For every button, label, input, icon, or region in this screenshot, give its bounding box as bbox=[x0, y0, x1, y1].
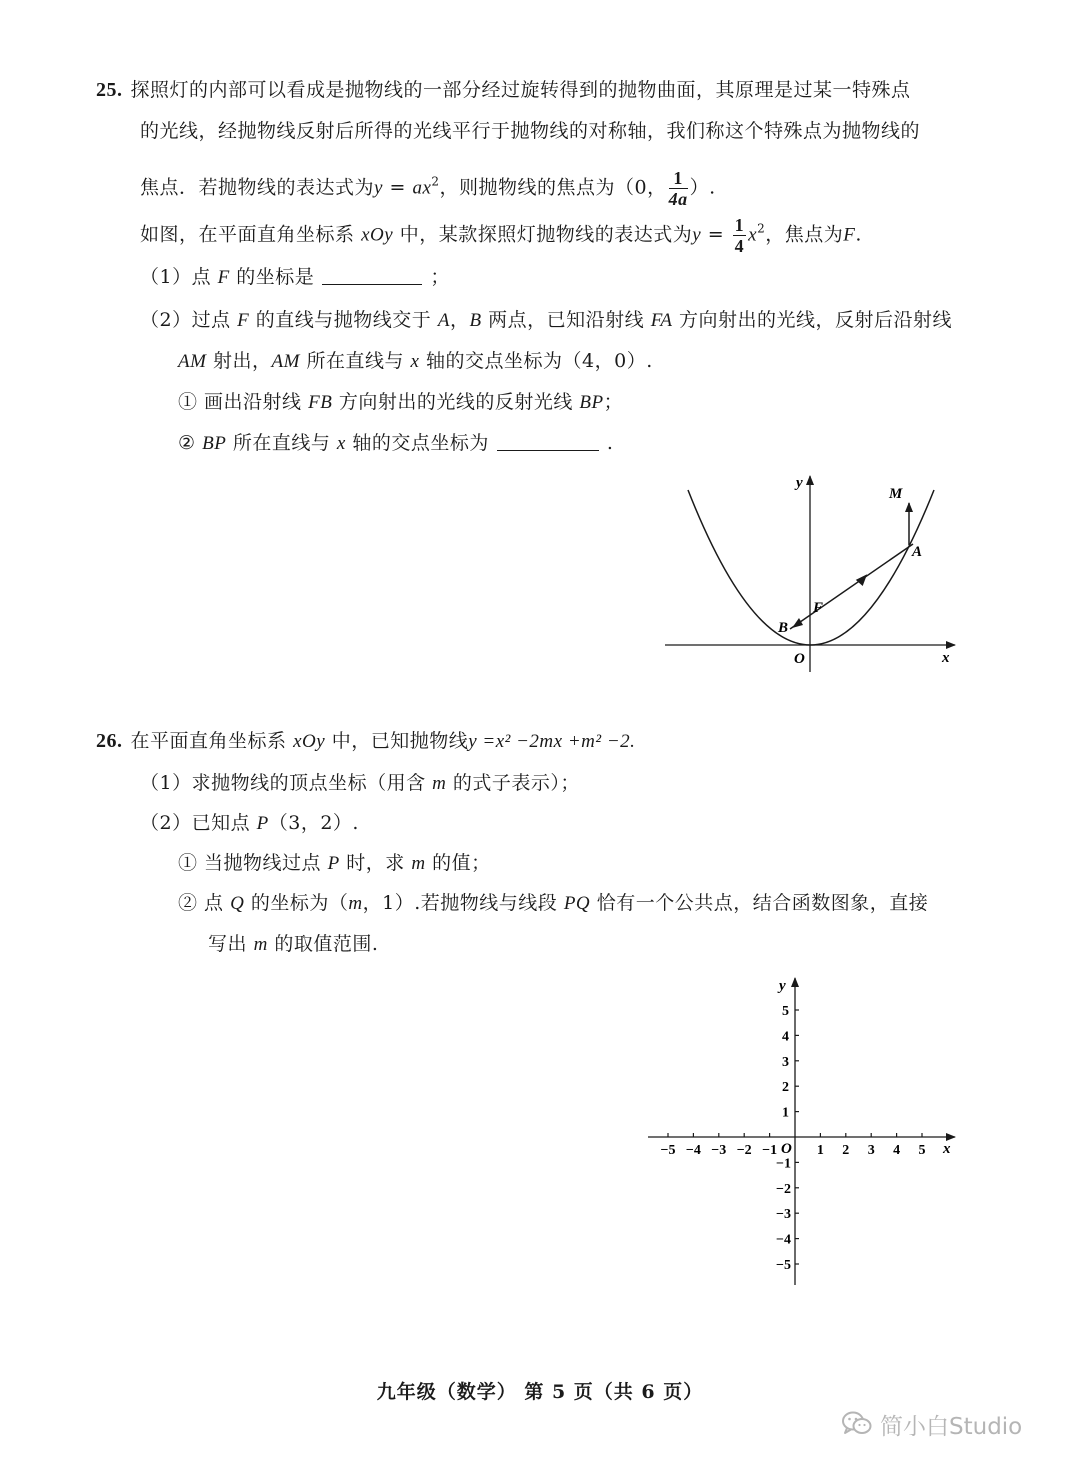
q26-part1-text: （1）求抛物线的顶点坐标（用含 bbox=[140, 772, 426, 794]
q25-line4-end: . bbox=[855, 223, 862, 246]
q25-part1-end: ； bbox=[430, 266, 450, 288]
q25-part1-F: F bbox=[217, 267, 230, 288]
q26-stem-a: 在平面直角坐标系 bbox=[130, 730, 287, 752]
y-tick-label: 4 bbox=[782, 1029, 789, 1045]
q25-sub2-text-a: ② bbox=[178, 432, 196, 454]
q25-sub2 bbox=[178, 430, 613, 457]
q25-line4-eq: = bbox=[701, 223, 731, 246]
q26-sub1-text-b: 时，求 bbox=[346, 852, 405, 874]
q26-part1 bbox=[140, 770, 580, 797]
q25-part2-line2-text-b: 所在直线与 bbox=[306, 350, 404, 372]
q26-sub2-text-a: ② 点 bbox=[178, 892, 224, 914]
q25-label-O: O bbox=[794, 651, 805, 667]
q25-part2-line2-x: x bbox=[410, 351, 420, 372]
q25-line4-y: y bbox=[692, 224, 702, 246]
q26-tick-group bbox=[661, 1004, 926, 1273]
q26-number: 26. bbox=[96, 730, 123, 752]
y-tick-label: 2 bbox=[782, 1080, 789, 1096]
x-tick-label: 4 bbox=[893, 1143, 901, 1158]
q26-sub2-text-b: 的坐标为（ bbox=[250, 892, 349, 914]
q25-sub1-BP: BP bbox=[579, 392, 604, 413]
q25-stem-line2: 的光线，经抛物线反射后所得的光线平行于抛物线的对称轴，我们称这个特殊点为抛物线的 bbox=[140, 120, 921, 142]
x-tick-label: 3 bbox=[867, 1143, 875, 1158]
q26-sub2-line2 bbox=[208, 931, 378, 958]
q25-part2-line1 bbox=[140, 307, 952, 334]
q25-part2-text-c: ， bbox=[449, 309, 470, 331]
y-tick-label: −2 bbox=[776, 1181, 791, 1197]
q26-label-y: y bbox=[779, 978, 786, 994]
q25-part2-text-a: （2）过点 bbox=[140, 309, 231, 331]
answer-blank-1[interactable] bbox=[322, 264, 422, 285]
q25-line4-F: F bbox=[843, 224, 856, 246]
q25-part1-text-a: （1）点 bbox=[140, 266, 212, 288]
q25-line4-x: x bbox=[748, 224, 758, 246]
x-tick-label: −3 bbox=[711, 1143, 727, 1158]
q26-sub2 bbox=[178, 890, 928, 917]
focus-fraction-den: 4a bbox=[668, 189, 688, 209]
q25-line3-text-b: ，则抛物线的焦点为（0， bbox=[439, 176, 667, 199]
wechat-icon bbox=[842, 1411, 872, 1437]
q25-part2-line2-text-a: 射出， bbox=[212, 350, 272, 372]
q26-expression: y =x² −2mx +m² −2. bbox=[468, 731, 636, 752]
quarter-fraction-den: 4 bbox=[734, 236, 745, 256]
q25-line4-text-a: 如图，在平面直角坐标系 bbox=[140, 223, 355, 246]
q25-label-A: A bbox=[912, 544, 923, 560]
q25-parabola bbox=[688, 490, 934, 645]
q26-sub1-m: m bbox=[411, 853, 426, 874]
q25-line1 bbox=[96, 77, 911, 103]
q25-line4-xoy: xOy bbox=[361, 224, 394, 246]
q26-part2 bbox=[140, 810, 359, 837]
q26-sub1-text-c: 的值； bbox=[432, 852, 491, 874]
q25-part2-B: B bbox=[469, 310, 482, 331]
q25-part2-AM2: AM bbox=[271, 351, 300, 372]
focus-fraction-num: 1 bbox=[669, 168, 688, 189]
q26-part2-text-a: （2）已知点 bbox=[140, 812, 251, 834]
q25-line3-y: y bbox=[374, 177, 383, 199]
q25-part2-line2 bbox=[178, 348, 653, 375]
y-tick-label: 3 bbox=[782, 1054, 789, 1070]
q25-line3 bbox=[140, 168, 716, 209]
q25-part1 bbox=[140, 264, 450, 291]
q26-sub1-text-a: ① 当抛物线过点 bbox=[178, 852, 322, 874]
q25-stem-line1: 探照灯的内部可以看成是抛物线的一部分经过旋转得到的抛物曲面，其原理是过某一特殊点 bbox=[130, 79, 911, 101]
x-tick-label: −2 bbox=[736, 1143, 752, 1158]
q25-sub2-x: x bbox=[336, 433, 346, 454]
q26-sub2-m: m bbox=[348, 893, 363, 914]
q25-sub1 bbox=[178, 389, 623, 416]
y-tick-label: −3 bbox=[776, 1207, 791, 1223]
q26-part1-m: m bbox=[432, 773, 447, 794]
q25-sub2-text-b: 所在直线与 bbox=[232, 432, 331, 454]
q25-part2-text-d: 两点，已知沿射线 bbox=[488, 309, 645, 331]
q25-label-M: M bbox=[889, 486, 903, 502]
y-tick-label: 1 bbox=[782, 1105, 789, 1121]
q26-label-x: x bbox=[943, 1141, 951, 1157]
q25-line4-sup: 2 bbox=[757, 221, 766, 236]
q25-line4-text-b: 中，某款探照灯抛物线的表达式为 bbox=[399, 223, 693, 246]
x-tick-label: −5 bbox=[660, 1143, 676, 1158]
quarter-fraction bbox=[733, 215, 747, 256]
q26-part2-P: P bbox=[256, 813, 269, 834]
q25-part2-F: F bbox=[237, 310, 250, 331]
q26-label-O: O bbox=[781, 1141, 792, 1157]
q25-label-F: F bbox=[813, 600, 824, 616]
q25-sub1-text-b: 方向射出的光线的反射光线 bbox=[338, 391, 573, 413]
q25-part2-line2-text-c: 轴的交点坐标为（4，0）. bbox=[426, 350, 653, 372]
q26-sub2-line2-text-a: 写出 bbox=[208, 933, 248, 955]
q25-line3-text-a: 焦点．若抛物线的表达式为 bbox=[140, 176, 375, 199]
quarter-fraction-num: 1 bbox=[734, 215, 745, 235]
q25-part2-A: A bbox=[437, 310, 450, 331]
q26-sub1 bbox=[178, 850, 491, 877]
q26-xoy: xOy bbox=[293, 731, 326, 752]
q25-figure bbox=[660, 470, 970, 680]
q26-sub2-text-d: 恰有一个公共点，结合函数图象，直接 bbox=[596, 892, 929, 914]
y-tick-label: −5 bbox=[776, 1258, 791, 1273]
watermark-text: 简小白Studio bbox=[880, 1413, 1023, 1440]
q25-line4 bbox=[140, 215, 862, 256]
q25-label-B: B bbox=[778, 620, 789, 636]
q26-sub2-line2-text-b: 的取值范围. bbox=[274, 933, 379, 955]
y-tick-label: 5 bbox=[782, 1004, 789, 1019]
q26-line1 bbox=[96, 728, 635, 755]
q25-part2-text-e: 方向射出的光线，反射后沿射线 bbox=[679, 309, 953, 331]
q25-sub1-FB: FB bbox=[308, 392, 333, 413]
q25-number: 25. bbox=[96, 79, 123, 101]
q25-sub1-text-c: ； bbox=[603, 391, 624, 413]
q26-sub2-PQ: PQ bbox=[563, 893, 591, 914]
x-tick-label: 1 bbox=[816, 1143, 824, 1158]
x-tick-label: −4 bbox=[685, 1143, 701, 1158]
segment-BA bbox=[790, 544, 913, 629]
q25-line3-sup: 2 bbox=[431, 174, 440, 189]
q25-part2-FA: FA bbox=[650, 310, 673, 331]
q25-sub2-end: . bbox=[606, 432, 614, 454]
page-footer: 九年级（数学） 第 5 页（共 6 页） bbox=[376, 1381, 704, 1403]
arrow-FB bbox=[792, 618, 803, 628]
q25-line4-text-c: ，焦点为 bbox=[765, 223, 844, 246]
q26-sub2-line2-m: m bbox=[253, 934, 268, 955]
y-tick-label: −4 bbox=[776, 1232, 791, 1248]
watermark bbox=[842, 1407, 1022, 1441]
answer-blank-2[interactable] bbox=[497, 430, 599, 451]
q26-sub2-text-c: ，1）.若抛物线与线段 bbox=[362, 892, 558, 914]
q25-label-y: y bbox=[796, 475, 803, 491]
q26-sub1-P: P bbox=[327, 853, 340, 874]
q25-line3-ax: ax bbox=[412, 177, 432, 199]
q26-part1-text-b: 的式子表示）； bbox=[452, 772, 580, 794]
focus-fraction bbox=[669, 168, 688, 209]
q25-line3-text-c: ）. bbox=[689, 176, 716, 199]
q26-part2-text-b: （3，2）. bbox=[268, 812, 359, 834]
q25-part1-text-b: 的坐标是 bbox=[236, 266, 315, 288]
q25-part2-text-b: 的直线与抛物线交于 bbox=[255, 309, 432, 331]
q26-sub2-Q: Q bbox=[230, 893, 245, 914]
x-tick-label: 2 bbox=[842, 1143, 850, 1158]
q25-sub2-BP: BP bbox=[202, 433, 227, 454]
q26-stem-b: 中，已知抛物线 bbox=[331, 730, 469, 752]
q25-line3-eq: = bbox=[382, 176, 413, 199]
q25-sub2-text-c: 轴的交点坐标为 bbox=[352, 432, 489, 454]
x-tick-label: −1 bbox=[762, 1143, 778, 1158]
y-tick-label: −1 bbox=[776, 1156, 791, 1172]
q25-sub1-text-a: ① 画出沿射线 bbox=[178, 391, 302, 413]
q25-part2-AM: AM bbox=[178, 351, 207, 372]
x-tick-label: 5 bbox=[918, 1143, 926, 1158]
q26-coordinate-grid bbox=[640, 970, 970, 1290]
q25-label-x: x bbox=[942, 650, 950, 666]
q25-line2 bbox=[140, 118, 920, 144]
